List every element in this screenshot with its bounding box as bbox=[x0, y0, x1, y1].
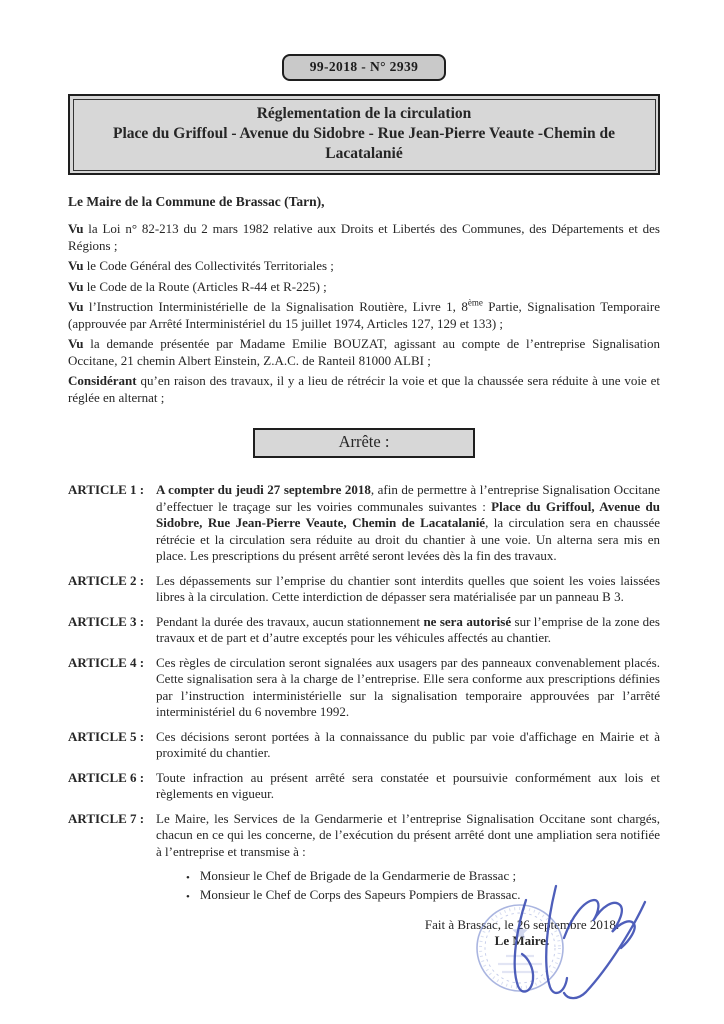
preamble-paragraph: Vu le Code Général des Collectivités Territoriales ; bbox=[68, 258, 334, 273]
preamble-paragraph: Vu la Loi n° 82-213 du 2 mars 1982 relative aux Droits et Libertés des Communes, des Départements et des Régions ; bbox=[68, 221, 660, 253]
article bbox=[68, 482, 660, 565]
decree-heading: Arrête : bbox=[338, 432, 390, 451]
title-box bbox=[68, 94, 660, 175]
article-label: ARTICLE 4 : bbox=[68, 654, 145, 670]
closing-block bbox=[396, 917, 648, 949]
article-label: ARTICLE 3 : bbox=[68, 613, 145, 629]
articles bbox=[68, 482, 660, 860]
article bbox=[68, 655, 660, 721]
document-number-badge: 99-2018 - N° 2939 bbox=[282, 54, 447, 81]
preamble-paragraph: Vu l’Instruction Interministérielle de la Signalisation Routière, Livre 1, 8ème Partie, Signalisation Temporaire (approuvée par Arrêté Interministériel du 15 juillet 1974, Articles 127, 129 et 133) ; bbox=[68, 297, 660, 331]
article bbox=[68, 614, 660, 647]
title-line-2: Place du Griffoul - Avenue du Sidobre - Rue Jean-Pierre Veaute -Chemin de Lacatalanié bbox=[112, 124, 615, 162]
article-body: Ces décisions seront portées à la connaissance du public par voie d'affichage en Mairie et à proximité du chantier. bbox=[156, 728, 660, 760]
issuer-line: Le Maire de la Commune de Brassac (Tarn), bbox=[68, 194, 325, 209]
article-label: ARTICLE 6 : bbox=[68, 769, 145, 785]
article-body: Ces règles de circulation seront signalées aux usagers par des panneaux convenablement placés. Cette signalisation sera à la charge de l’entreprise. Elle sera conforme aux prescriptions définies par l’instruction interministérielle sur la signalisation temporaire approuvées par l’arrêté interministériel du 6 novembre 1992. bbox=[156, 654, 660, 719]
bullet-icon bbox=[186, 887, 190, 905]
signatory-line: Le Maire. bbox=[494, 933, 550, 948]
recipient-item bbox=[186, 887, 660, 905]
article-body: Les dépassements sur l’emprise du chantier sont interdits quelles que soient les voies laissées libres à la circulation. Cette interdiction de dépasser sera matérialisée par un panneau B 3. bbox=[156, 572, 660, 604]
recipient-item bbox=[186, 868, 660, 886]
article-label: ARTICLE 5 : bbox=[68, 728, 145, 744]
title-text bbox=[73, 99, 656, 171]
article-body: Le Maire, les Services de la Gendarmerie et l’entreprise Signalisation Occitane sont chargés, chacun en ce qui les concerne, de l’exécution du présent arrêté dont une ampliation sera notifiée à l’entreprise et transmise à : bbox=[156, 810, 660, 859]
place-date-line: Fait à Brassac, le 26 septembre 2018. bbox=[424, 917, 620, 932]
article bbox=[68, 729, 660, 762]
article-label: ARTICLE 7 : bbox=[68, 810, 145, 826]
preamble-paragraph: Vu la demande présentée par Madame Emilie BOUZAT, agissant au compte de l’entreprise Signalisation Occitane, 21 chemin Albert Einstein, Z.A.C. de Ranteil 81000 ALBI ; bbox=[68, 336, 660, 368]
decree-heading-box bbox=[253, 428, 475, 458]
recipient-text: Monsieur le Chef de Brigade de la Gendarmerie de Brassac ; bbox=[199, 868, 517, 883]
recipient-text: Monsieur le Chef de Corps des Sapeurs Pompiers de Brassac. bbox=[199, 886, 521, 902]
article-body: Toute infraction au présent arrêté sera constatée et poursuivie conformément aux lois et règlements en vigueur. bbox=[156, 769, 660, 801]
document-content bbox=[68, 0, 660, 949]
bullet-icon bbox=[186, 868, 190, 886]
article-body: A compter du jeudi 27 septembre 2018, afin de permettre à l’entreprise Signalisation Occitane d’effectuer le traçage sur les voiries communales suivantes : Place du Griffoul, Avenue du Sidobre, Rue Jean-Pierre Veaute, Chemin de Lacatalanié, la circulation sera en chaussée rétrécie et la circulation sera réduite au droit du chantier à une voie. Un alterna sera mis en place. Les prescriptions du présent arrêté seront levées dès la fin des travaux. bbox=[156, 482, 661, 563]
preamble-paragraph: Vu le Code de la Route (Articles R-44 et R-225) ; bbox=[68, 278, 327, 294]
preamble-paragraph: Considérant qu’en raison des travaux, il y a lieu de rétrécir la voie et que la chaussée sera réduite à une voie et réglée en alternat ; bbox=[68, 373, 660, 405]
article-body: Pendant la durée des travaux, aucun stationnement ne sera autorisé sur l’emprise de la zone des travaux et de part et d’autre exceptés pour les véhicules affectés au chantier. bbox=[156, 613, 660, 645]
title-line-1: Réglementation de la circulation bbox=[256, 104, 472, 122]
preamble bbox=[68, 221, 660, 406]
article bbox=[68, 811, 660, 861]
article bbox=[68, 770, 660, 803]
article bbox=[68, 573, 660, 606]
article-label: ARTICLE 2 : bbox=[68, 572, 145, 588]
article-label: ARTICLE 1 : bbox=[68, 482, 145, 497]
recipients-list bbox=[186, 868, 660, 904]
